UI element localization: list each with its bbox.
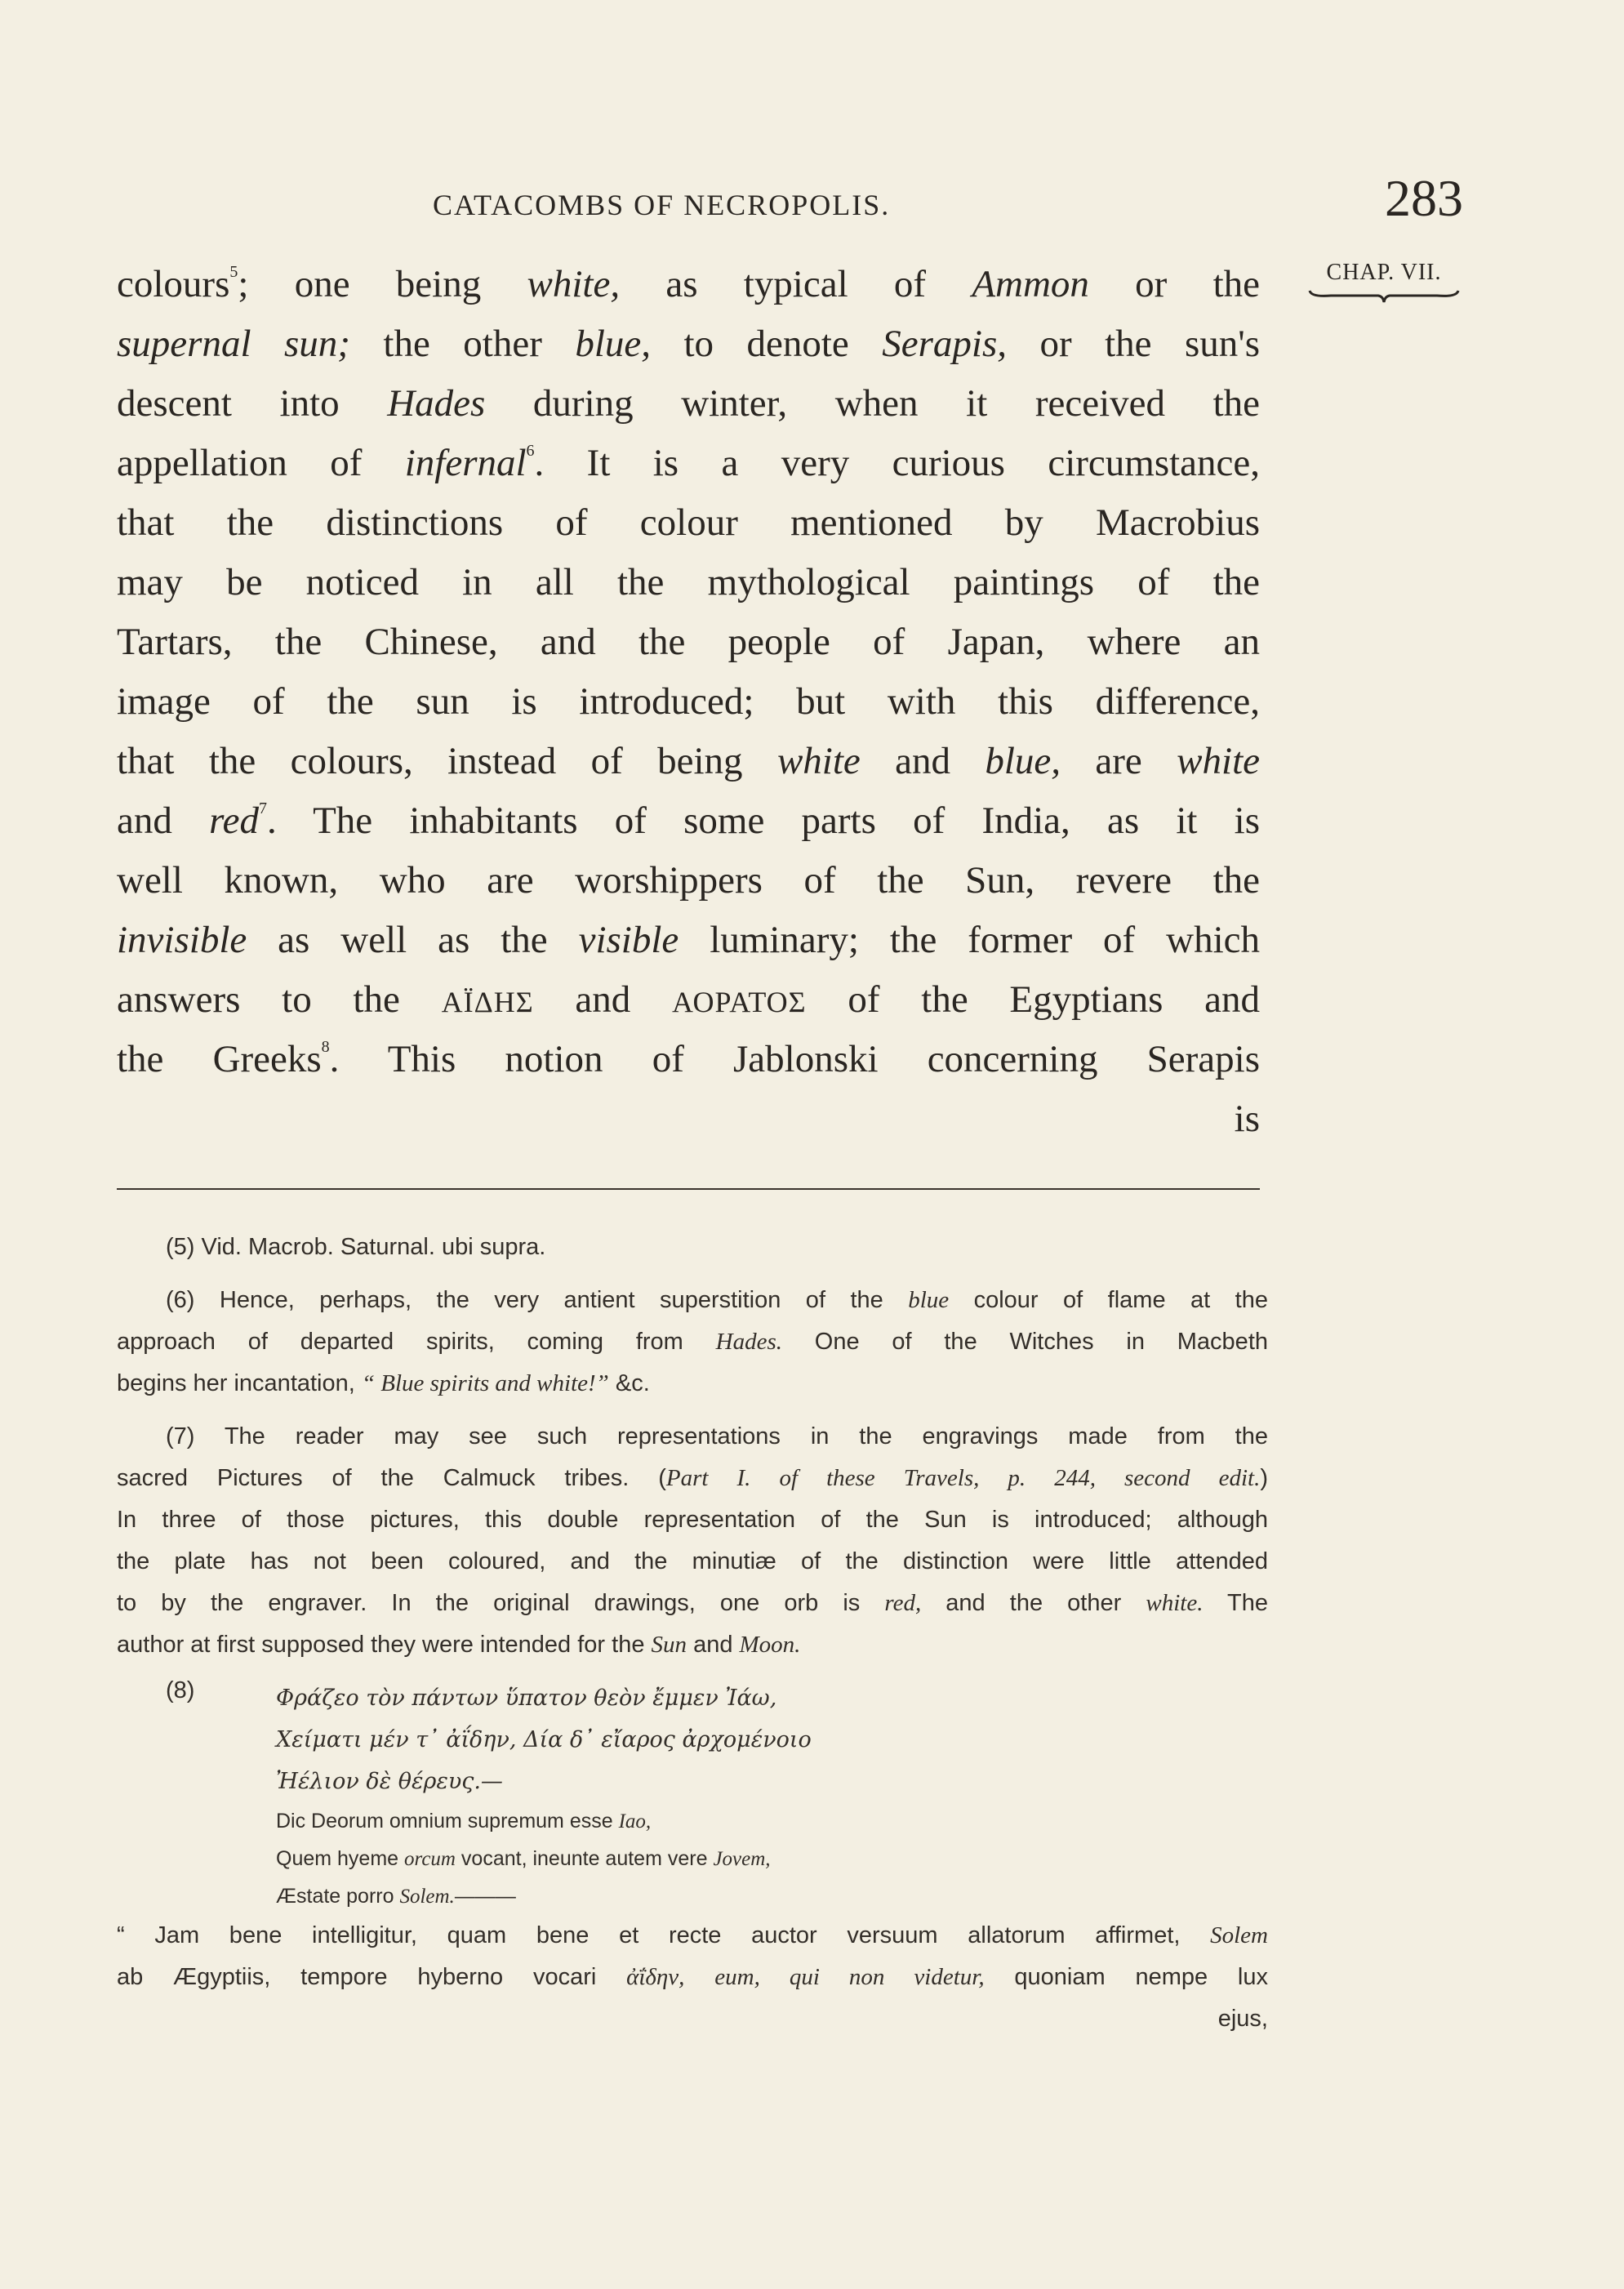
greek-verse-line: Χείματι μέν τ᾽ ἀΐδην, Δία δ᾽ εἴαρος ἀρχομένοιο [276, 1727, 812, 1752]
footnote-8 [117, 1677, 1268, 1915]
page-header [0, 155, 1624, 237]
footnote-7-line: (7) The reader may see such representations in the engravings made from the [166, 1423, 1268, 1450]
chapter-margin-note [1306, 260, 1462, 305]
page-number: 283 [1385, 169, 1463, 227]
body-line: well known, who are worshippers of the Sun, revere the [117, 859, 1260, 902]
body-line: descent into Hades during winter, when it received the [117, 382, 1260, 425]
chapter-label: CHAP. VII. [1326, 260, 1442, 285]
footnote-rule [117, 1188, 1260, 1190]
footnote-6-line: approach of departed spirits, coming from Hades. One of the Witches in Macbeth [117, 1329, 1268, 1355]
footnote-8-quote-line: ab Ægyptiis, tempore hyberno vocari ἀΐδην, eum, qui non videtur, quoniam nempe lux [117, 1964, 1269, 1990]
body-line: that the colours, instead of being white and blue, are white [117, 740, 1260, 782]
greek-verse-line: Φράζεο τὸν πάντων ὕπατον θεὸν ἔμμεν Ἰάω, [276, 1686, 777, 1711]
latin-verse-line: Æstate porro Solem.——— [276, 1885, 516, 1908]
body-line: and red$^7$. The inhabitants of some parts of India, as it is [117, 799, 1260, 842]
footnotes [117, 1227, 1268, 2040]
body-line: image of the sun is introduced; but with this difference, [117, 680, 1260, 723]
body-line: answers to the ΑΪΔΗΣ and ΑΟΡΑΤΟΣ of the Egyptians and [117, 978, 1260, 1021]
body-line: Tartars, the Chinese, and the people of Japan, where an [117, 621, 1260, 663]
footnote-5: (5) Vid. Macrob. Saturnal. ubi supra. [166, 1234, 546, 1260]
body-line: supernal sun; the other blue, to denote Serapis, or the sun's [117, 323, 1261, 365]
brace-icon [1306, 287, 1462, 305]
footnote-6-line: (6) Hence, perhaps, the very antient superstition of the blue colour of flame at the [166, 1287, 1268, 1313]
greek-verse-line: Ἠέλιον δὲ θέρευς.— [276, 1769, 503, 1794]
body-line: may be noticed in all the mythological paintings of the [117, 561, 1260, 603]
footnote-7-line: In three of those pictures, this double representation of the Sun is introduced; although [117, 1507, 1268, 1533]
catchword: is [1234, 1098, 1260, 1140]
body-line: invisible as well as the visible luminary; the former of which [117, 919, 1260, 961]
footnote-7-line: sacred Pictures of the Calmuck tribes. (Part I. of these Travels, p. 244, second edit.) [117, 1465, 1268, 1491]
footnote-8-quote-line: “ Jam bene intelligitur, quam bene et recte auctor versuum allatorum affirmet, Solem [117, 1922, 1268, 1948]
body-line: the Greeks$^8$. This notion of Jablonski concerning Serapis [117, 1038, 1260, 1080]
latin-verse-line: Quem hyeme orcum vocant, ineunte autem vere Jovem, [276, 1847, 771, 1870]
body-line: colours$^5$; one being white, as typical of Ammon or the [117, 263, 1260, 305]
main-text [117, 255, 1260, 1149]
footnote-8-number: (8) [166, 1677, 195, 1703]
latin-verse-line: Dic Deorum omnium supremum esse Iao, [276, 1810, 652, 1833]
running-title: CATACOMBS OF NECROPOLIS. [433, 189, 891, 221]
body-line: that the distinctions of colour mentioned by Macrobius [117, 501, 1260, 544]
footnote-7-line: the plate has not been coloured, and the minutiæ of the distinction were little attended [117, 1548, 1268, 1574]
footnote-7-line: to by the engraver. In the original drawings, one orb is red, and the other white. The [117, 1590, 1268, 1616]
footnote-catchword: ejus, [1217, 2006, 1268, 2032]
footnote-7-line: author at first supposed they were intended for the Sun and Moon. [117, 1632, 801, 1658]
footnote-6-line: begins her incantation, “ Blue spirits and white!” &c. [117, 1370, 650, 1396]
body-line: appellation of infernal$^6$. It is a very curious circumstance, [117, 442, 1260, 484]
